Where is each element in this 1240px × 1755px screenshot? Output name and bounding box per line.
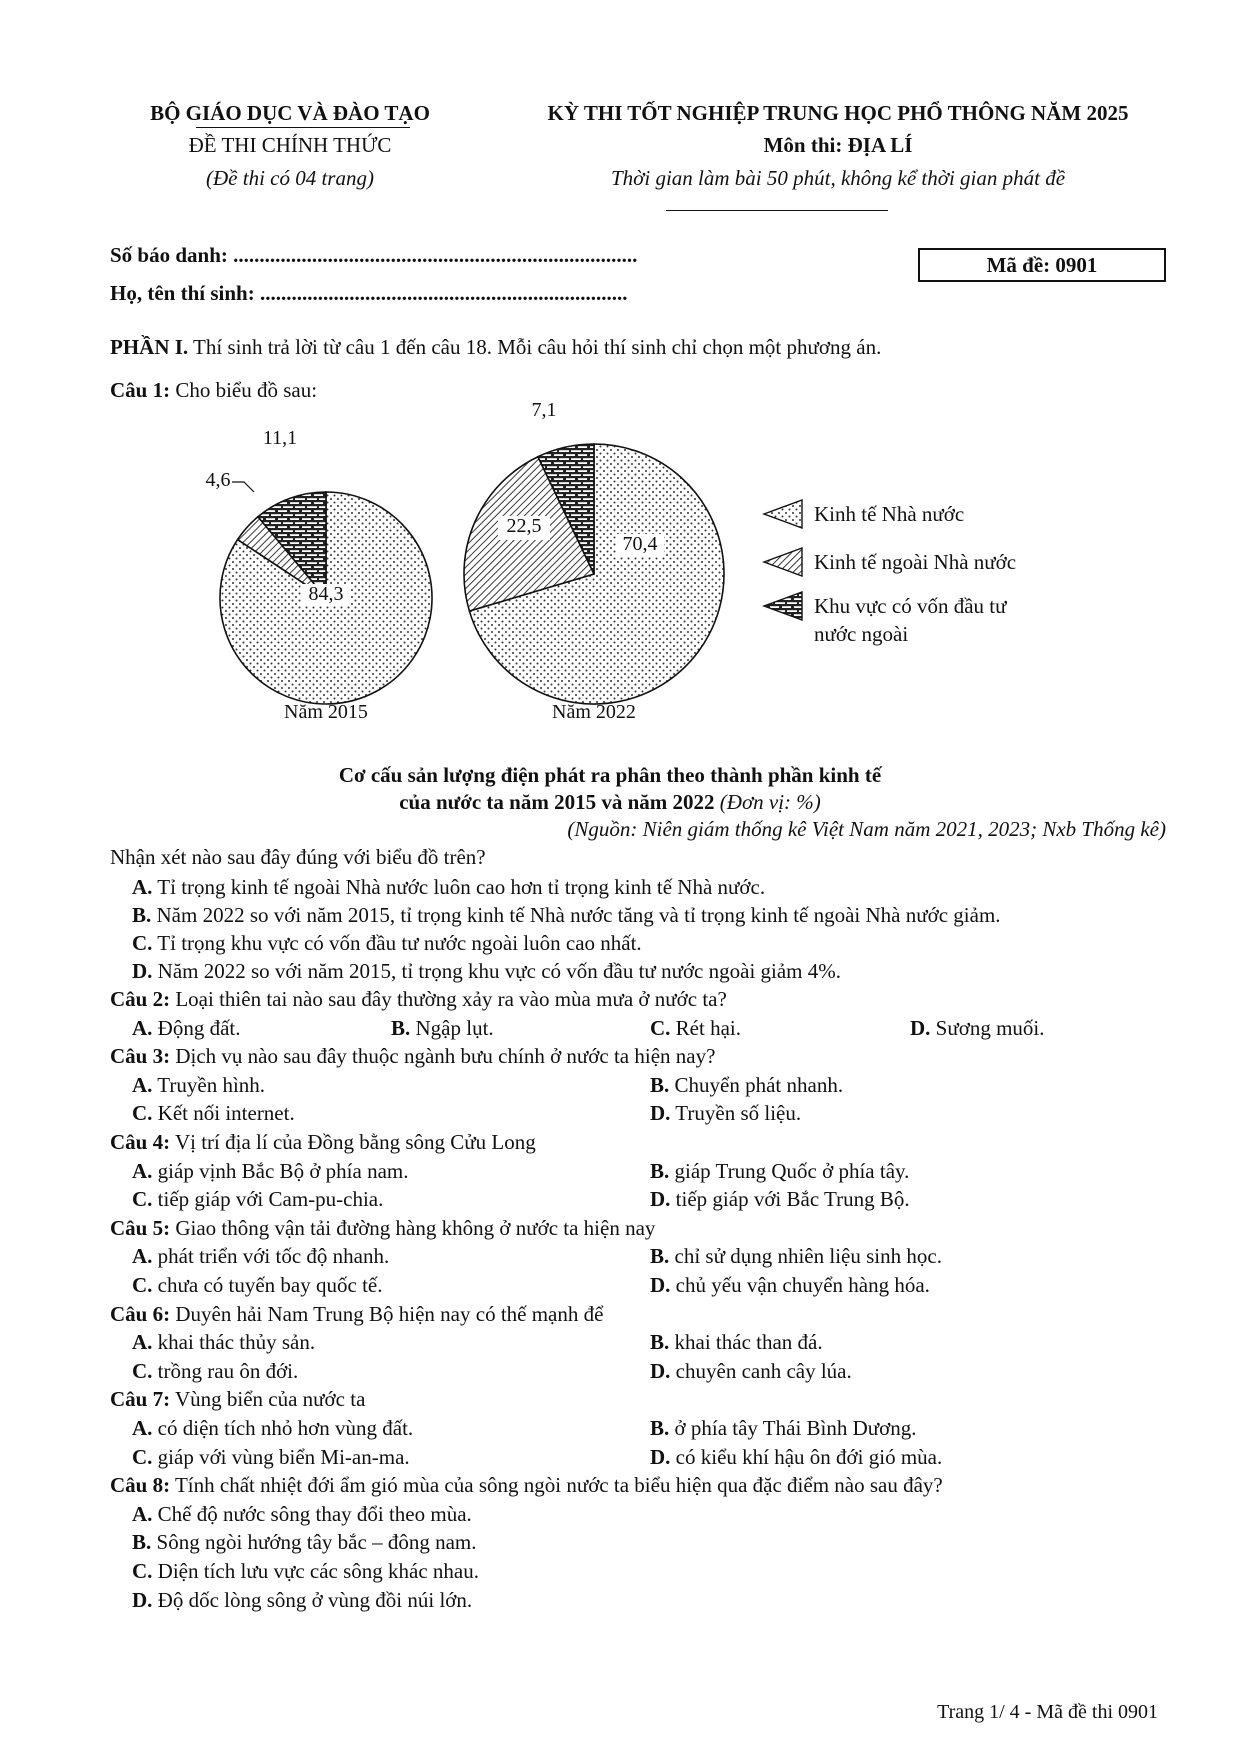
q5-option-b[interactable]	[650, 1243, 942, 1269]
option-text: giáp vịnh Bắc Bộ ở phía nam.	[152, 1158, 409, 1183]
option-text: chỉ sử dụng nhiên liệu sinh học.	[669, 1244, 942, 1269]
q8-option-a[interactable]	[132, 1501, 472, 1527]
option-key: D.	[650, 1187, 671, 1212]
data-label: 4,6	[205, 469, 231, 491]
time-note: Thời gian làm bài 50 phút, không kể thời gian phát đề	[610, 165, 1066, 190]
option-text: Độ dốc lòng sông ở vùng đồi núi lớn.	[152, 1587, 473, 1612]
option-key: D.	[650, 1273, 671, 1297]
time-underline	[666, 210, 888, 211]
q7-option-a[interactable]	[132, 1415, 413, 1441]
q7-option-c[interactable]	[132, 1444, 410, 1470]
q7-text: Vùng biển của nước ta	[170, 1387, 366, 1412]
option-text: Truyền số liệu.	[670, 1101, 802, 1126]
option-key: A.	[132, 1501, 153, 1526]
q6-header	[110, 1301, 603, 1327]
subject: Môn thi: ĐỊA LÍ	[763, 133, 913, 158]
q8-label: Câu 8:	[110, 1473, 171, 1498]
q7-option-b[interactable]	[650, 1415, 917, 1441]
q6-label: Câu 6:	[110, 1301, 171, 1326]
q5-text: Giao thông vận tải đường hàng không ở nước ta hiện nay	[170, 1215, 656, 1240]
part1-instruction	[110, 334, 881, 360]
q1-text: Cho biểu đồ sau:	[170, 378, 318, 402]
option-key: D.	[650, 1358, 671, 1383]
q1-option-d[interactable]	[132, 958, 841, 984]
option-text: có diện tích nhỏ hơn vùng đất.	[152, 1416, 414, 1440]
q8-header	[110, 1472, 943, 1498]
q8-option-d[interactable]	[132, 1587, 472, 1613]
option-key: B.	[650, 1072, 670, 1097]
q7-option-d[interactable]	[650, 1444, 942, 1470]
q3-text: Dịch vụ nào sau đây thuộc ngành bưu chính ở nước ta hiện nay?	[170, 1044, 716, 1069]
q5-option-a[interactable]	[132, 1243, 389, 1269]
chart-caption-unit: (Đơn vị: %)	[719, 790, 821, 814]
option-key: C.	[132, 1101, 153, 1126]
q8-option-b[interactable]	[132, 1529, 476, 1555]
option-key: C.	[132, 1187, 153, 1212]
q1-option-a[interactable]	[132, 874, 765, 900]
option-key: D.	[132, 959, 153, 983]
q4-option-b[interactable]	[650, 1158, 909, 1184]
legend-swatch	[764, 500, 802, 528]
option-key: C.	[132, 1358, 153, 1383]
option-text: Tỉ trọng kinh tế ngoài Nhà nước luôn cao hơn tỉ trọng kinh tế Nhà nước.	[152, 875, 766, 899]
option-key: C.	[650, 1015, 671, 1040]
q4-header	[110, 1129, 536, 1155]
q2-text: Loại thiên tai nào sau đây thường xảy ra vào mùa mưa ở nước ta?	[170, 987, 727, 1011]
option-text: ở phía tây Thái Bình Dương.	[669, 1416, 917, 1440]
q2-option-b[interactable]	[391, 1015, 494, 1041]
option-key: C.	[132, 1444, 153, 1469]
ministry-underline	[196, 127, 410, 128]
q4-label: Câu 4:	[110, 1130, 171, 1154]
option-text: Ngập lụt.	[410, 1015, 494, 1040]
official-label: ĐỀ THI CHÍNH THỨC	[188, 133, 392, 158]
legend-label: Kinh tế ngoài Nhà nước	[814, 550, 1017, 574]
candidate-id-field[interactable]	[110, 242, 637, 268]
pages-note: (Đề thi có 04 trang)	[206, 165, 374, 190]
option-key: A.	[132, 875, 153, 899]
option-key: A.	[132, 1330, 153, 1355]
q8-text: Tính chất nhiệt đới ẩm gió mùa của sông ngòi nước ta biểu hiện qua đặc điểm nào sau đây?	[170, 1473, 943, 1498]
option-text: Diện tích lưu vực các sông khác nhau.	[152, 1559, 479, 1583]
option-text: Sương muối.	[930, 1015, 1045, 1040]
q2-header	[110, 986, 727, 1012]
part1-title: PHẦN I.	[110, 335, 189, 359]
option-key: C.	[132, 1559, 153, 1583]
q2-option-c[interactable]	[650, 1015, 741, 1041]
option-key: A.	[132, 1015, 153, 1040]
option-text: Rét hại.	[670, 1015, 741, 1040]
q6-option-c[interactable]	[132, 1358, 298, 1384]
option-key: B.	[650, 1244, 670, 1269]
legend-swatch	[764, 548, 802, 576]
option-text: chủ yếu vận chuyển hàng hóa.	[670, 1273, 930, 1297]
q6-option-a[interactable]	[132, 1329, 315, 1355]
option-text: Năm 2022 so với năm 2015, tỉ trọng kinh tế Nhà nước tăng và tỉ trọng kinh tế ngoài Nhà nước giảm.	[151, 903, 1001, 927]
q4-text: Vị trí địa lí của Đồng bằng sông Cửu Long	[170, 1130, 536, 1154]
option-text: Tỉ trọng khu vực có vốn đầu tư nước ngoài luôn cao nhất.	[152, 931, 642, 955]
exam-code-box: Mã đề: 0901	[918, 248, 1166, 282]
option-text: giáp Trung Quốc ở phía tây.	[669, 1158, 910, 1183]
data-label: 11,1	[262, 427, 298, 449]
option-key: D.	[650, 1444, 671, 1469]
q8-option-c[interactable]	[132, 1558, 479, 1584]
legend-label: Kinh tế Nhà nước	[814, 502, 965, 526]
exam-title: KỲ THI TỐT NGHIỆP TRUNG HỌC PHỔ THÔNG NĂM 2025	[547, 101, 1129, 125]
q6-option-b[interactable]	[650, 1329, 823, 1355]
q2-label: Câu 2:	[110, 987, 171, 1011]
option-text: Sông ngòi hướng tây bắc – đông nam.	[151, 1530, 477, 1555]
header-left	[110, 100, 470, 197]
candidate-id-label: Số báo danh: .............................................................................	[110, 243, 638, 267]
q2-option-d[interactable]	[910, 1015, 1045, 1041]
q2-option-a[interactable]	[132, 1015, 241, 1041]
ministry-name: BỘ GIÁO DỤC VÀ ĐÀO TẠO	[150, 101, 430, 125]
option-key: D.	[132, 1587, 153, 1612]
q5-option-d[interactable]	[650, 1272, 930, 1298]
option-text: phát triển với tốc độ nhanh.	[152, 1244, 390, 1269]
option-text: khai thác than đá.	[669, 1330, 823, 1355]
option-key: A.	[132, 1158, 153, 1183]
option-text: Động đất.	[152, 1015, 241, 1040]
option-text: tiếp giáp với Bắc Trung Bộ.	[670, 1187, 910, 1212]
option-text: Truyền hình.	[152, 1072, 266, 1097]
data-label: 84,3	[308, 583, 344, 605]
option-text: Chuyển phát nhanh.	[669, 1072, 844, 1097]
part1-text: Thí sinh trả lời từ câu 1 đến câu 18. Mỗi câu hỏi thí sinh chỉ chọn một phương án.	[188, 335, 882, 359]
page-footer: Trang 1/ 4 - Mã đề thi 0901	[937, 1701, 1158, 1723]
legend-label: Khu vực có vốn đầu tư	[814, 594, 1007, 618]
data-label: 7,1	[531, 400, 557, 421]
data-label: 70,4	[622, 533, 658, 555]
option-text: giáp với vùng biển Mi-an-ma.	[152, 1444, 410, 1469]
option-key: B.	[391, 1015, 411, 1040]
option-key: A.	[132, 1416, 153, 1440]
option-key: B.	[650, 1416, 670, 1440]
q7-header	[110, 1386, 365, 1412]
option-key: C.	[132, 1273, 153, 1297]
q3-option-c[interactable]	[132, 1100, 295, 1126]
option-text: trồng rau ôn đới.	[152, 1358, 299, 1383]
option-key: B.	[132, 903, 152, 927]
q1-label: Câu 1:	[110, 378, 171, 402]
q3-header	[110, 1043, 715, 1069]
option-key: D.	[650, 1101, 671, 1126]
pie-year-label: Năm 2015	[284, 701, 368, 723]
q4-option-d[interactable]	[650, 1186, 910, 1212]
header-right	[488, 100, 1188, 197]
option-key: A.	[132, 1244, 153, 1269]
option-text: chưa có tuyến bay quốc tế.	[152, 1273, 383, 1297]
option-text: Năm 2022 so với năm 2015, tỉ trọng khu vực có vốn đầu tư nước ngoài giảm 4%.	[152, 959, 842, 983]
q4-option-a[interactable]	[132, 1158, 408, 1184]
q3-option-a[interactable]	[132, 1072, 265, 1098]
option-text: có kiểu khí hậu ôn đới gió mùa.	[670, 1444, 943, 1469]
option-key: B.	[650, 1158, 670, 1183]
option-key: C.	[132, 931, 153, 955]
q1-option-b[interactable]	[132, 902, 1001, 928]
q1-stem: Nhận xét nào sau đây đúng với biểu đồ trên?	[110, 845, 486, 869]
q3-option-d[interactable]	[650, 1100, 801, 1126]
option-text: tiếp giáp với Cam-pu-chia.	[152, 1187, 384, 1212]
q5-label: Câu 5:	[110, 1215, 171, 1240]
q6-option-d[interactable]	[650, 1358, 852, 1384]
legend-label: nước ngoài	[814, 622, 909, 646]
leader-line	[232, 482, 254, 492]
q3-option-b[interactable]	[650, 1072, 843, 1098]
q5-option-c[interactable]	[132, 1272, 382, 1298]
option-text: Chế độ nước sông thay đổi theo mùa.	[152, 1501, 472, 1526]
chart-caption-text: của nước ta năm 2015 và năm 2022	[399, 790, 720, 814]
option-text: chuyên canh cây lúa.	[670, 1358, 852, 1383]
pie-year-label: Năm 2022	[552, 701, 636, 723]
q3-label: Câu 3:	[110, 1044, 171, 1069]
q5-header	[110, 1215, 655, 1241]
q1-option-c[interactable]	[132, 930, 642, 956]
pie-chart	[0, 400, 1240, 740]
option-key: D.	[910, 1015, 931, 1040]
chart-source: (Nguồn: Niên giám thống kê Việt Nam năm 2021, 2023; Nxb Thống kê)	[567, 817, 1166, 841]
chart-caption-line2	[110, 789, 1110, 815]
data-label: 22,5	[506, 515, 542, 537]
option-key: B.	[650, 1330, 670, 1355]
option-text: khai thác thủy sản.	[152, 1330, 316, 1355]
option-key: A.	[132, 1072, 153, 1097]
q4-option-c[interactable]	[132, 1186, 383, 1212]
q7-label: Câu 7:	[110, 1387, 171, 1412]
candidate-name-label: Họ, tên thí sinh: ......................................................................	[110, 281, 628, 305]
option-text: Kết nối internet.	[152, 1101, 295, 1126]
chart-caption-line1: Cơ cấu sản lượng điện phát ra phân theo thành phần kinh tế	[338, 763, 882, 787]
legend-swatch	[764, 592, 802, 620]
option-key: B.	[132, 1530, 152, 1555]
candidate-name-field[interactable]	[110, 280, 627, 306]
q6-text: Duyên hải Nam Trung Bộ hiện nay có thế mạnh để	[170, 1301, 604, 1326]
